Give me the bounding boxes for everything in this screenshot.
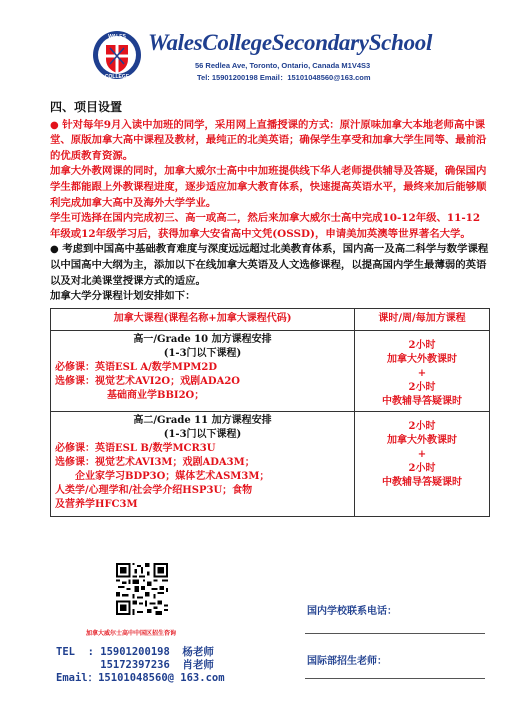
header-hours: 课时/周/每加方课程	[355, 308, 490, 330]
header-contact: Tel: 15901200198 Email：15101048560@163.com	[197, 73, 371, 82]
logo-bottom-text: COLLEGE	[104, 74, 130, 80]
international-recruiter-label: 国际部招生老师：	[307, 656, 387, 667]
logo-top-text: WALES	[108, 34, 126, 40]
header-course: 加拿大课程(课程名称+加拿大课程代码)	[51, 308, 355, 330]
course-table	[50, 308, 490, 517]
bullet-icon: ●	[50, 244, 63, 256]
contact-block: TEL : 15901200198 杨老师 15172397236 肖老师 Email：15101048560@ 163.com	[56, 646, 225, 684]
paragraph-tutoring: 加拿大外教网课的同时，加拿大威尔士高中中加班提供线下华人老师提供辅导及答疑，确保国内学生都能跟上外教课程进度，逐步适应加拿大教育体系，快速提高英语水平，最终来加后能够顺利完成加拿大高中及海外大学学业。	[50, 165, 487, 209]
section-title: 四、项目设置	[50, 100, 123, 114]
main-content	[50, 100, 490, 517]
paragraph-online-classes: ● 针对每年9月入读中加班的同学，采用网上直播授课的方式：原汁原味加拿大本地老师高中课堂、原版加拿大高中课程及教材，最纯正的北美英语；确保学生享受和加拿大学生同等、最前沿的优质教育资源。	[50, 118, 487, 162]
divider-line	[305, 678, 485, 679]
hours-cell-grade11: 2小时 加拿大外教课时 + 2小时 中教辅导答疑课时	[355, 411, 490, 516]
qr-caption: 加拿大威尔士高中中国区招生咨询	[86, 630, 177, 637]
course-cell-grade11: 高二/Grade 11 加方课程安排 (1-3门以下课程) 必修课：英语ESL B/数学MCR3U 选修课：视觉艺术AVI3M；戏剧ADA3M； 企业家学习BDP3O；媒体艺术ASM3M； 人类学/心理学和/社会学介绍HSP3U；食物 及营养学HFC3M	[51, 411, 355, 516]
divider-line	[305, 633, 485, 634]
domestic-contact-label: 国内学校联系电话：	[307, 606, 397, 617]
school-name: WalesCollegeSecondarySchool	[148, 30, 433, 55]
table-intro: 加拿大学分课程计划安排如下：	[50, 290, 196, 303]
table-row	[51, 330, 490, 411]
course-cell-grade10: 高一/Grade 10 加方课程安排 (1-3门以下课程) 必修课：英语ESL A/数学MPM2D 选修课：视觉艺术AVI2O；戏剧ADA2O 基础商业学BBI2O；	[51, 330, 355, 411]
paragraph-pathway: 学生可选择在国内完成初三、高一或高二，然后来加拿大威尔士高中完成10-12年级、11-12年级或12年级学习后，获得加拿大安省高中文凭(OSSD)，申请美加英澳等世界著名大学。	[50, 212, 481, 240]
school-address: 56 Redlea Ave, Toronto, Ontario, Canada M1V4S3	[195, 61, 371, 70]
school-crest-logo	[92, 28, 142, 84]
hours-cell-grade10: 2小时 加拿大外教课时 + 2小时 中教辅导答疑课时	[355, 330, 490, 411]
paragraph-curriculum: ● 考虑到中国高中基础教育难度与深度远远超过北美教育体系，国内高一及高二科学与数学课程以中国高中大纲为主，添加以下在线加拿大英语及人文选修课程，以提高国内学生最薄弱的英语以及对北美课堂授课方式的适应。	[50, 243, 489, 287]
qr-code	[116, 563, 168, 615]
table-header-row	[51, 308, 490, 330]
bullet-icon: ●	[50, 119, 63, 131]
table-row	[51, 411, 490, 516]
